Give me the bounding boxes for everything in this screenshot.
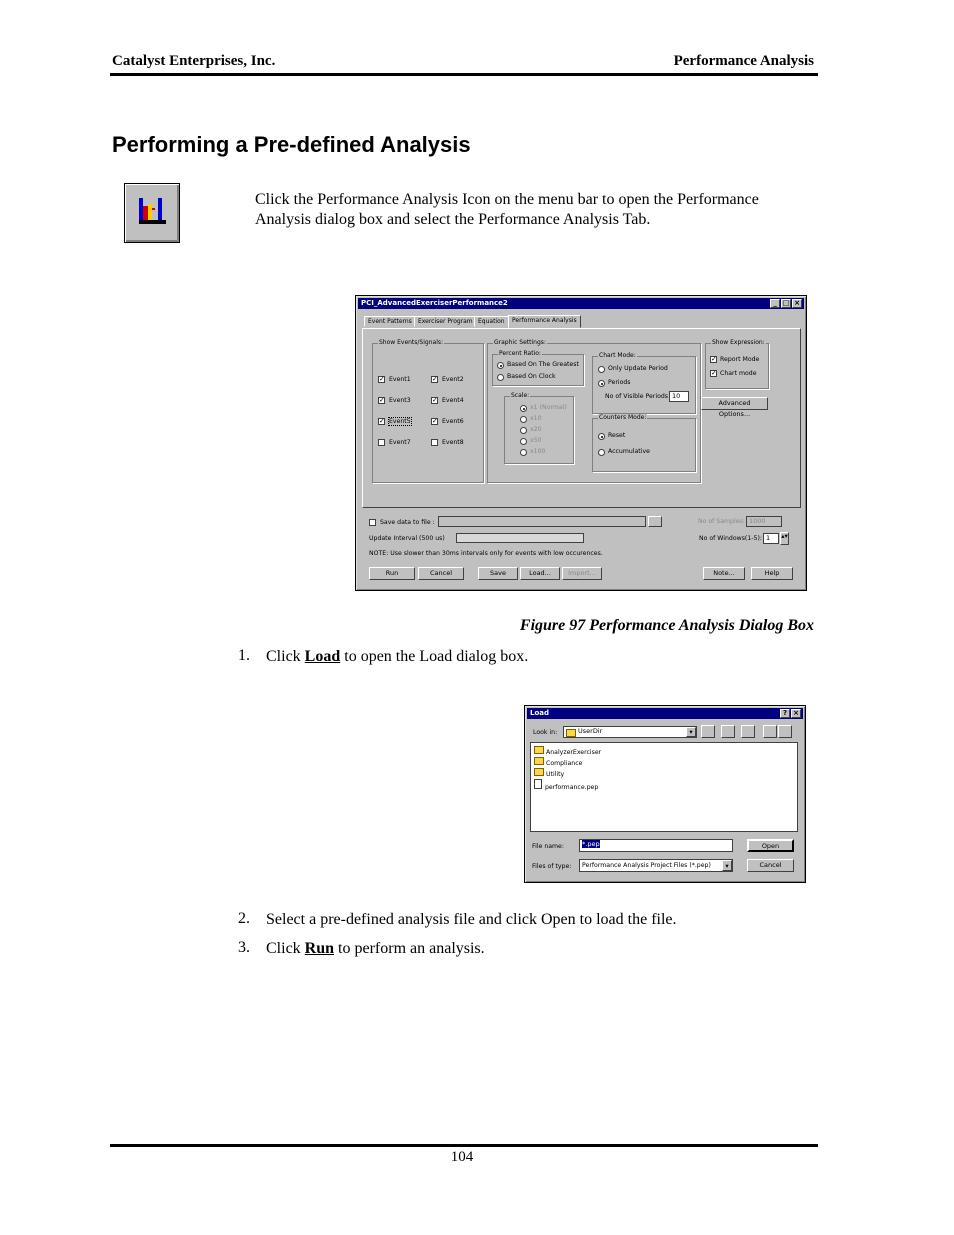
folder-icon xyxy=(534,768,544,776)
percent-ratio-group xyxy=(492,350,584,386)
list-item[interactable] xyxy=(534,757,582,767)
visible-periods-label: No of Visible Periods xyxy=(605,393,669,400)
update-interval-slider[interactable] xyxy=(456,533,584,543)
file-name: performance.pep xyxy=(545,784,599,791)
intro-text: Click the Performance Analysis Icon on the menu bar to open the Performance Analysis dialog box and select the Performance Analysis Tab. xyxy=(255,191,759,228)
performance-analysis-dialog xyxy=(355,295,807,591)
reset-radio[interactable] xyxy=(598,433,605,440)
file-name: Compliance xyxy=(546,760,583,767)
scale-label: Scale: xyxy=(511,392,530,399)
step3-number: 3. xyxy=(238,939,250,956)
step3-bold: Run xyxy=(304,940,335,957)
file-name: Utility xyxy=(546,771,565,778)
save-button[interactable]: Save xyxy=(478,567,518,580)
only-update-radio[interactable] xyxy=(598,366,605,373)
event7-label: Event7 xyxy=(389,439,411,446)
step1-text xyxy=(266,647,528,667)
close-icon[interactable]: × xyxy=(792,299,802,308)
save-data-label: Save data to file : xyxy=(380,519,435,526)
browse-button[interactable] xyxy=(648,516,662,527)
folder-icon xyxy=(534,746,544,754)
event4-label: Event4 xyxy=(442,397,464,404)
only-update-label: Only Update Period xyxy=(608,365,668,372)
counters-mode-label: Counters Mode: xyxy=(599,414,647,421)
file-name-label: File name: xyxy=(532,843,564,850)
step3-text xyxy=(266,939,485,959)
step2-number: 2. xyxy=(238,910,250,927)
scale-x20-radio[interactable] xyxy=(520,427,527,434)
show-expression-label: Show Expression: xyxy=(712,339,765,346)
files-of-type-select[interactable] xyxy=(579,859,733,872)
chevron-down-icon[interactable]: ▾ xyxy=(722,860,732,871)
event5-label: Event5 xyxy=(389,418,411,425)
chevron-down-icon[interactable]: ▾ xyxy=(686,727,696,737)
header-rule xyxy=(110,73,818,76)
scale-x100-radio[interactable] xyxy=(520,449,527,456)
files-of-type-label: Files of type: xyxy=(532,863,572,870)
chart-mode-checkbox[interactable]: ✓ xyxy=(711,369,717,377)
list-view-icon[interactable] xyxy=(763,725,777,738)
event5-checkbox[interactable]: ✓ xyxy=(379,417,385,425)
scale-x1-radio[interactable] xyxy=(520,405,527,412)
files-of-type-value: Performance Analysis Project Files (*.pep) xyxy=(582,862,711,869)
accumulative-label: Accumulative xyxy=(608,448,650,455)
up-folder-icon[interactable] xyxy=(701,725,715,738)
step3-pre: Click xyxy=(266,940,305,957)
periods-radio[interactable] xyxy=(598,380,605,387)
scale-x10-label: x10 xyxy=(530,415,542,422)
chart-mode-group xyxy=(592,352,696,414)
based-clock-label: Based On Clock xyxy=(507,373,556,380)
tab-equation[interactable]: Equation xyxy=(474,316,509,327)
accumulative-radio[interactable] xyxy=(598,449,605,456)
show-events-label: Show Events/Signals: xyxy=(379,339,444,346)
update-interval-label: Update Interval (500 us) xyxy=(369,535,445,542)
figure-caption: Figure 97 Performance Analysis Dialog Box xyxy=(519,617,814,634)
folder-icon xyxy=(534,757,544,765)
file-icon xyxy=(534,779,542,789)
load-dialog xyxy=(524,705,806,883)
dialog-titlebar xyxy=(358,298,804,309)
show-expression-group xyxy=(705,339,769,389)
percent-ratio-label: Percent Ratio: xyxy=(499,350,541,357)
advanced-options-button[interactable]: Advanced Options... xyxy=(701,397,768,410)
file-name-value: *.pep xyxy=(582,840,600,848)
event8-checkbox[interactable] xyxy=(431,439,438,446)
look-in-value: UserDir xyxy=(578,727,603,735)
num-samples-input[interactable]: 1000 xyxy=(746,516,782,527)
num-windows-input[interactable]: 1 xyxy=(763,533,779,544)
scale-x50-radio[interactable] xyxy=(520,438,527,445)
scale-group xyxy=(504,392,574,464)
step3-post: to perform an analysis. xyxy=(334,940,485,957)
event3-label: Event3 xyxy=(389,397,411,404)
load-title: Load xyxy=(530,709,550,717)
event4-checkbox[interactable]: ✓ xyxy=(432,396,438,404)
open-button[interactable]: Open xyxy=(747,839,794,852)
based-greatest-radio[interactable] xyxy=(497,362,504,369)
list-item[interactable] xyxy=(534,746,601,756)
page-number: 104 xyxy=(450,1149,474,1165)
desktop-icon[interactable] xyxy=(741,725,755,738)
chart-mode-label: Chart Mode: xyxy=(599,352,636,359)
help-button[interactable]: Help xyxy=(751,567,793,580)
new-folder-icon[interactable] xyxy=(721,725,735,738)
reset-label: Reset xyxy=(608,432,626,439)
file-name-input[interactable] xyxy=(579,839,733,852)
run-button[interactable]: Run xyxy=(369,567,415,580)
maximize-icon[interactable]: □ xyxy=(782,299,790,307)
scale-x100-label: x100 xyxy=(530,448,546,455)
details-view-icon[interactable] xyxy=(778,725,792,738)
report-mode-label: Report Mode xyxy=(720,356,760,363)
periods-label: Periods xyxy=(608,379,631,386)
load-cancel-button[interactable]: Cancel xyxy=(747,859,794,872)
event8-label: Event8 xyxy=(442,439,464,446)
event6-label: Event6 xyxy=(442,418,464,425)
event2-checkbox[interactable]: ✓ xyxy=(432,375,438,383)
header-section: Performance Analysis xyxy=(673,53,814,69)
look-in-select[interactable] xyxy=(563,726,697,738)
step1-number: 1. xyxy=(238,647,250,664)
step1-post: to open the Load dialog box. xyxy=(340,648,529,665)
file-name: AnalyzerExerciser xyxy=(546,749,602,756)
scale-x20-label: x20 xyxy=(530,426,542,433)
tab-event-patterns[interactable]: Event Patterns xyxy=(364,316,416,327)
graphic-settings-label: Graphic Settings: xyxy=(494,339,546,346)
event2-label: Event2 xyxy=(442,376,464,383)
event1-checkbox[interactable]: ✓ xyxy=(379,375,385,383)
footer-rule xyxy=(110,1144,818,1147)
dialog-title: PCI_AdvancedExerciserPerformance2 xyxy=(361,299,508,307)
scale-x10-radio[interactable] xyxy=(520,416,527,423)
based-greatest-label: Based On The Greatest xyxy=(507,361,579,368)
file-list xyxy=(530,742,798,832)
save-file-path-input[interactable] xyxy=(438,516,646,527)
help-icon[interactable]: ? xyxy=(780,709,790,718)
num-samples-label: No of Samples: xyxy=(698,518,745,525)
load-button[interactable]: Load... xyxy=(520,567,560,580)
close-icon[interactable]: × xyxy=(791,709,801,718)
tab-performance-analysis[interactable]: Performance Analysis xyxy=(508,315,581,328)
look-in-label: Look in: xyxy=(533,729,558,736)
load-titlebar xyxy=(527,708,803,719)
note-text: NOTE: Use slower than 30ms intervals only for events with low occurences. xyxy=(369,550,603,557)
num-windows-label: No of Windows(1-5): xyxy=(699,535,762,542)
page-title: Performing a Pre-defined Analysis xyxy=(112,132,471,157)
report-mode-checkbox[interactable]: ✓ xyxy=(711,355,717,363)
tab-exerciser-program[interactable]: Exerciser Program xyxy=(414,316,477,327)
event7-checkbox[interactable] xyxy=(378,439,385,446)
step2-text: Select a pre-defined analysis file and click Open to load the file. xyxy=(266,911,677,928)
event6-checkbox[interactable]: ✓ xyxy=(432,417,438,425)
cancel-button[interactable]: Cancel xyxy=(418,567,464,580)
minimize-icon[interactable]: _ xyxy=(770,299,780,308)
graphic-settings-group xyxy=(487,339,701,483)
visible-periods-input[interactable]: 10 xyxy=(669,391,689,402)
list-item[interactable] xyxy=(534,779,598,791)
save-data-checkbox[interactable] xyxy=(369,519,376,526)
num-windows-spinner[interactable]: ▴▾ xyxy=(780,532,789,545)
step1-bold: Load xyxy=(304,648,341,665)
scale-x1-label: x1 (Normal) xyxy=(530,404,567,411)
scale-x50-label: x50 xyxy=(530,437,542,444)
event3-checkbox[interactable]: ✓ xyxy=(379,396,385,404)
step1-pre: Click xyxy=(266,648,305,665)
performance-analysis-icon xyxy=(124,183,180,243)
tab-panel xyxy=(362,328,801,508)
import-button[interactable]: Import... xyxy=(562,567,602,580)
based-clock-radio[interactable] xyxy=(497,374,504,381)
folder-icon xyxy=(566,729,576,737)
chart-mode-check-label: Chart mode xyxy=(720,370,757,377)
header-company: Catalyst Enterprises, Inc. xyxy=(112,53,276,69)
note-button[interactable]: Note... xyxy=(703,567,745,580)
show-events-group xyxy=(372,339,484,483)
event1-label: Event1 xyxy=(389,376,411,383)
counters-mode-group xyxy=(592,414,696,472)
list-item[interactable] xyxy=(534,768,564,778)
